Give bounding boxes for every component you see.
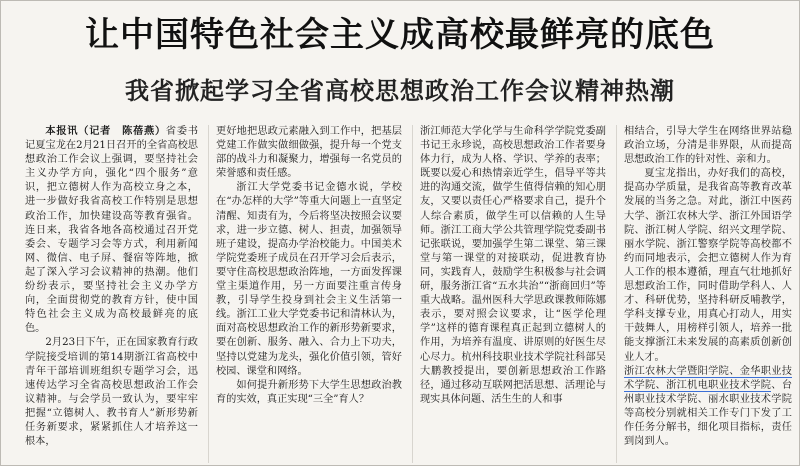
paragraph-2: 2月23日下午，正在国家教育行政学院接受培训的第14期浙江省高校中青年干部培训班组织专题学习会，迅速传达学习全省高校思想政治工作会议精神。与会学员一致认为，要牢牢把握“立德树人、教书育人”新形势新任务新要求，紧紧抓住人才培养这一根本，	[25, 337, 198, 448]
paragraph-4: 如何提升新形势下大学生思想政治教育的实效，真正实现“三全”育人？	[216, 379, 402, 405]
byline: 本报讯（记者 陈蓓燕）	[45, 126, 166, 137]
column-1	[25, 125, 198, 463]
paragraph-continued: 相结合，引导大学生在网络世界站稳政治立场，分清是非界限，从而提高思想政治工作的针对性、亲和力。	[624, 126, 792, 166]
article-body	[25, 125, 793, 463]
column-3	[412, 125, 606, 463]
column-2	[208, 125, 402, 463]
paragraph-1-text: 省委书记夏宝龙在2月21日召开的全省高校思想政治工作会议上强调，要坚持社会主义办学方向，强化“四个服务”意识，把立德树人作为高校立身之本，进一步做好我省高校工作特别是思想政治工作，加快建设高等教育强省。连日来，我省各地各高校通过召开党委会、专题学习会等方式，利用新闻网、微信、电子屏、餐宿等阵地，掀起了深入学习会议精神的热潮。他们纷纷表示，要坚持社会主义办学方向，全面贯彻党的教育方针，使中国特色社会主义成为高校最鲜亮的底色。	[25, 126, 199, 335]
paragraph-5: 夏宝龙指出，办好我们的高校，提高办学质量，是我省高等教育改革发展的当务之急。对此，浙江中医药大学、浙江农林大学、浙江外国语学院、浙江树人学院、绍兴文理学院、丽水学院、浙江警察学院等高校都不约而同地表示，会把立德树人作为育人工作的根本遵循，理直气壮地抓好思想政治工作，同时借助学科人、人才、科研优势，坚持科研反哺教学，学科支撑专业，用真心打动人，用实干鼓舞人，用榜样引领人，培养一批能支撑浙江未来发展的高素质创新创业人才。	[624, 168, 792, 363]
column-4	[616, 125, 792, 463]
paragraph-3: 浙江大学党委书记金德水说，学校在“办怎样的大学”等重大问题上一直坚定清醒、知责有为，今后将坚决按照会议要求，进一步立德、树人、担责，加强领导班子建设，提高办学治校能力。中国美术学院党委班子成员在召开学习会后表示，要守住高校思想政治阵地，一方面发挥课堂主渠道作用，另一方面要注重言传身教，引导学生投身到社会主义生活第一线。浙江工业大学党委书记和清林认为，面对高校思想政治工作的新形势新要求，要在创新、服务、融入、合力上下功夫，坚持以党建为龙头，强化价值引领，管好校园、课堂和网络。	[216, 182, 402, 377]
highlighted-text: 浙江农林大学暨阳学院、金华职业技术学院、浙江机电职业技术学院	[624, 365, 792, 391]
paragraph-6	[624, 365, 792, 450]
subheadline: 我省掀起学习全省高校思想政治工作会议精神热潮	[125, 77, 675, 105]
paragraph-1	[25, 125, 198, 336]
paragraph-continued: 浙江师范大学化学与生命科学学院党委副书记王永珍说，高校思想政治工作者要身体力行，成为人格、学识、学养的表率；既要以爱心和热情亲近学生，倡导平等共进的沟通交流，做学生值得信赖的知心朋友，又要以责任心严格要求自己，提升个人综合素质，做学生可以信赖的人生导师。浙江工商大学公共管理学院党委副书记张联说，要加强学生第二课堂、第三课堂与第一课堂的对接联动，促进教育协同，实践育人，鼓励学生积极参与社会调研，服务浙江省“五水共治”“浙商回归”等重大战略。温州医科大学思政课教师陈娜表示，要对照会议要求，让“医学伦理学”这样的德育课程真正起到立德树人的作用，为培养有温度、讲原则的好医生尽心尽力。杭州科技职业技术学院社科部吴大鹏教授提出，要创新思想政治工作路径，通过移动互联网把活思想、活理论与现实具体问题、活生生的人和事	[420, 126, 606, 405]
paragraph-continued: 更好地把思政元素融入到工作中，把基层党建工作做实做细做强，提升每一个党支部的战斗力和凝聚力，增强每一名党员的荣誉感和责任感。	[216, 126, 402, 180]
paragraph-6-text: 、台州职业技术学院、丽水职业技术学院等高校分别就相关工作专门下发了工作任务分解书，细化项目指标，责任到岗到人。	[624, 379, 793, 448]
headline: 让中国特色社会主义成高校最鲜亮的底色	[85, 15, 715, 55]
